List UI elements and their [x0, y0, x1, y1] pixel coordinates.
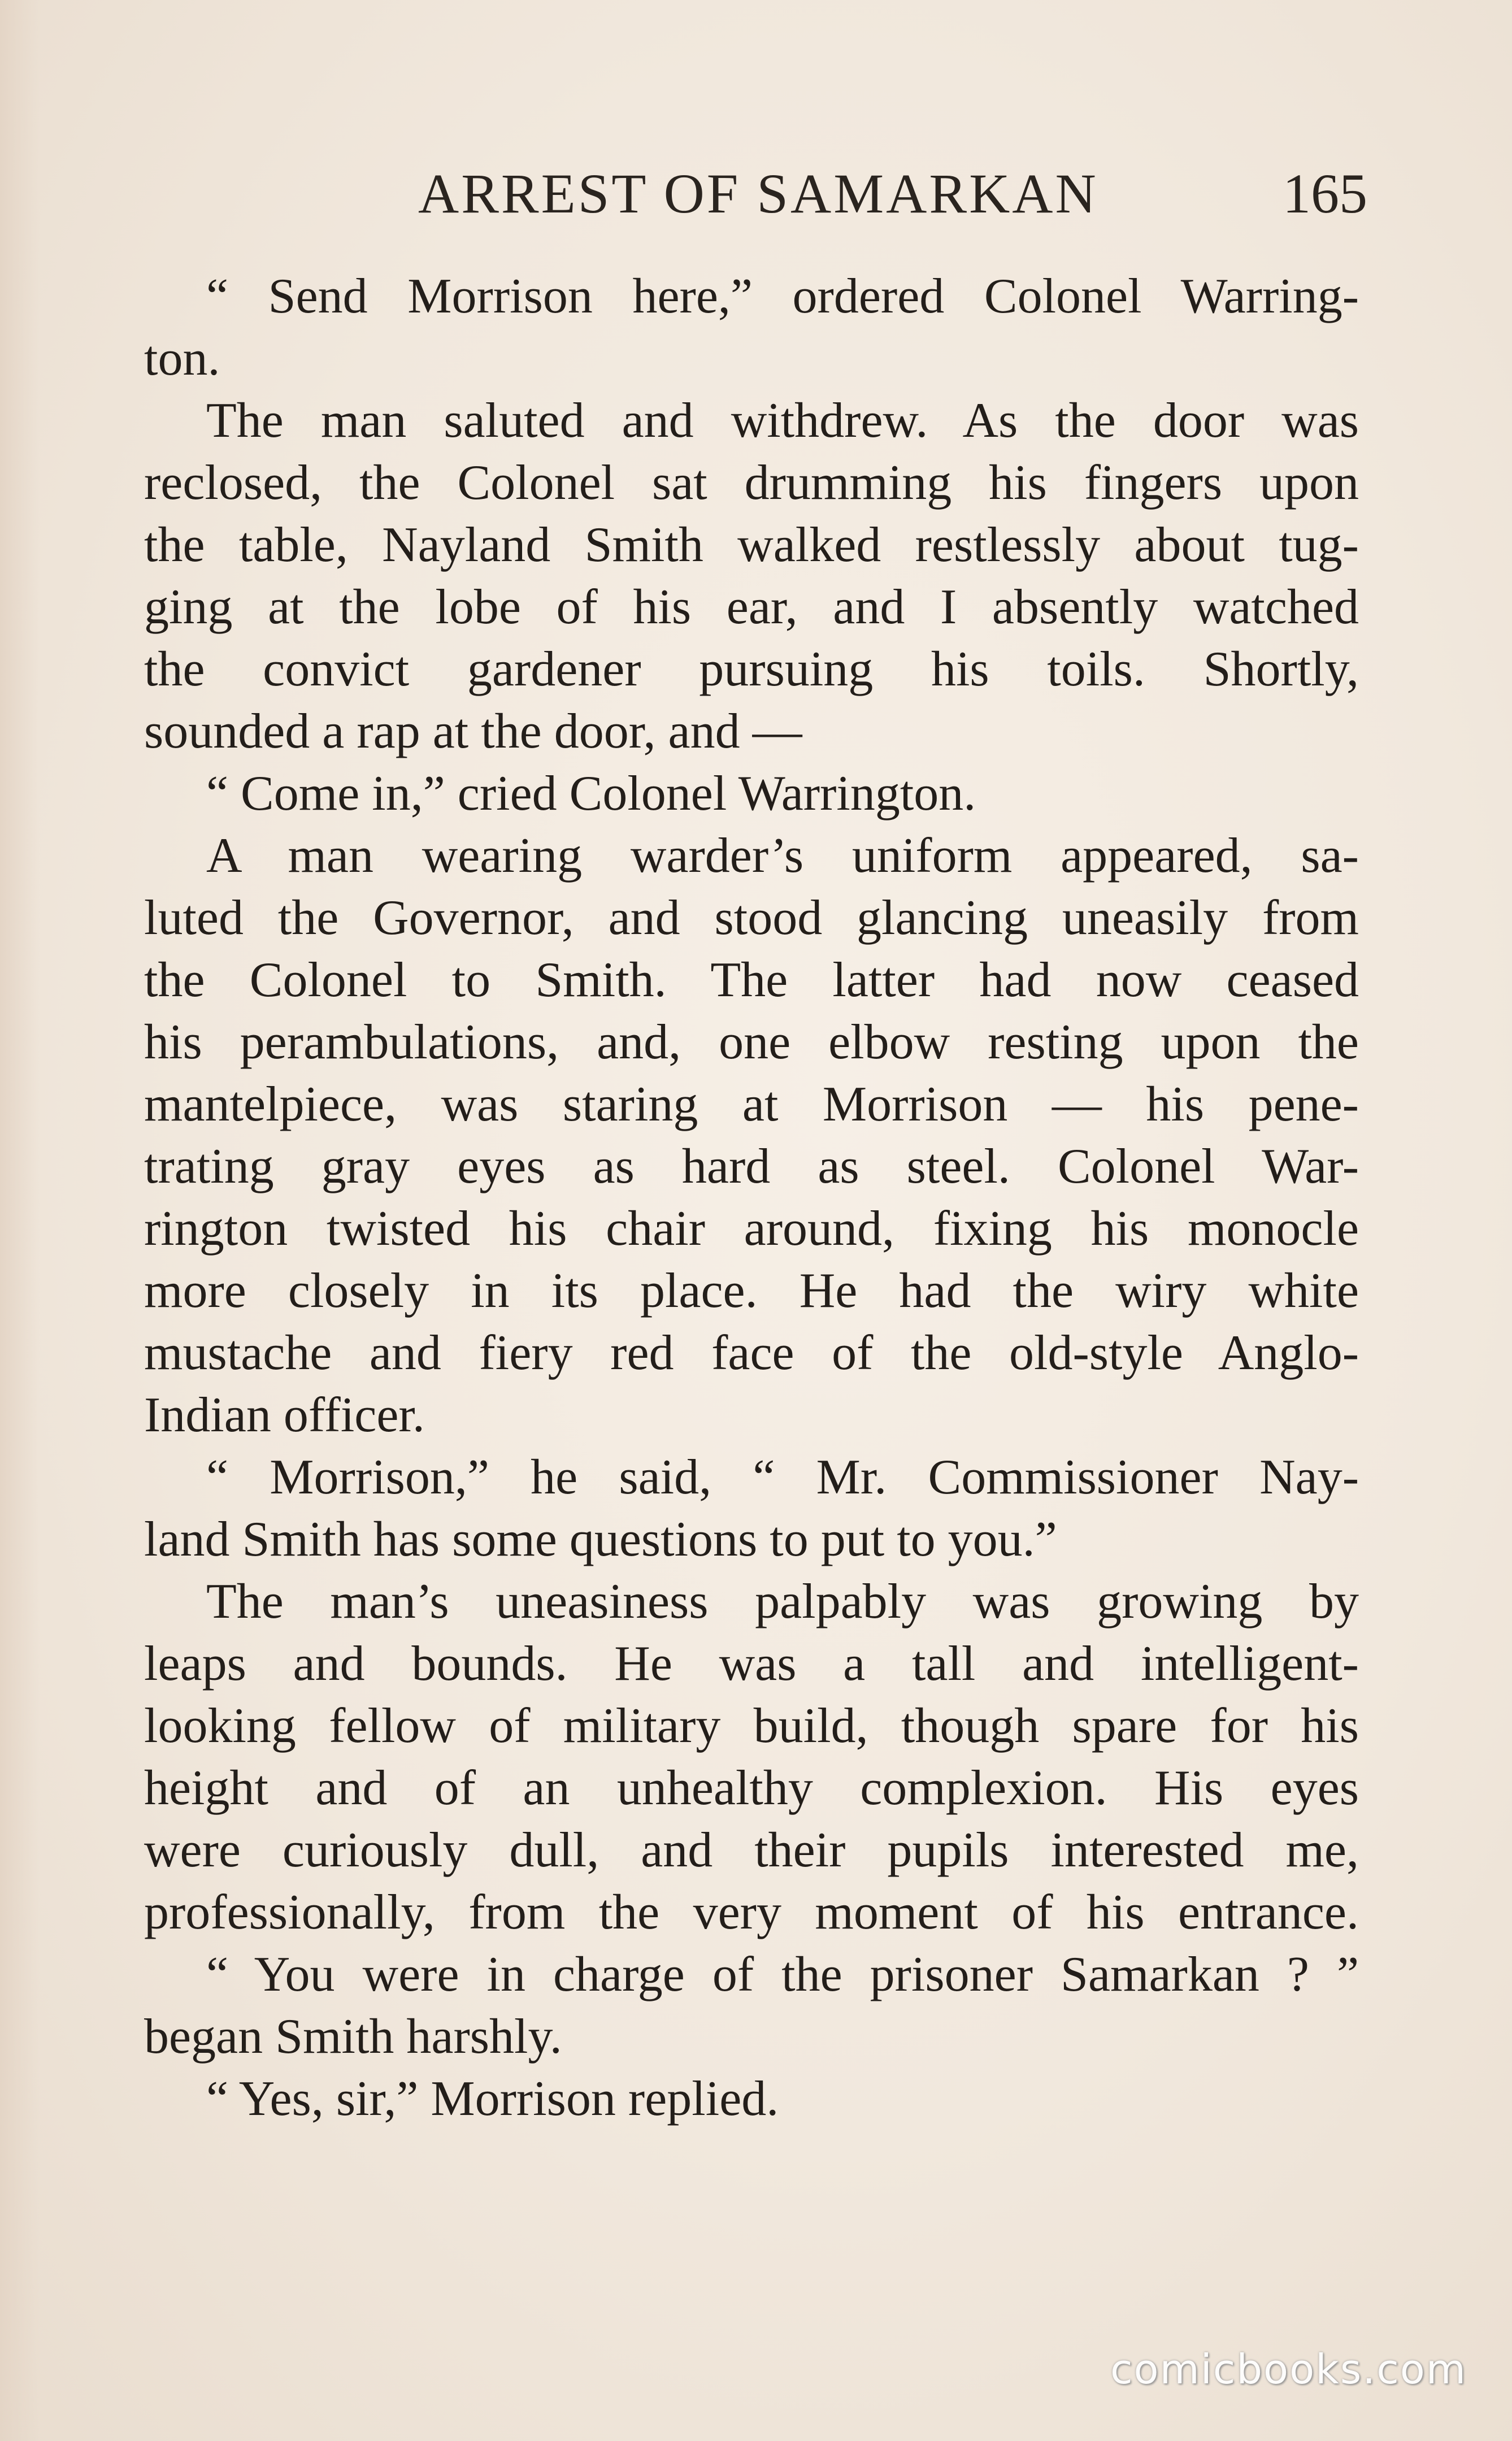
gutter-shadow — [0, 0, 40, 2441]
text-line: his perambulations, and, one elbow resting upon the — [144, 1015, 1359, 1070]
text-line: ton. — [144, 331, 220, 386]
text-line: the Colonel to Smith. The latter had now ceased — [144, 953, 1359, 1007]
text-line: professionally, from the very moment of his entrance. — [144, 1885, 1359, 1940]
text-line: began Smith harshly. — [144, 2009, 562, 2064]
text-line: leaps and bounds. He was a tall and intelligent- — [144, 1636, 1359, 1691]
text-line: the convict gardener pursuing his toils. Shortly, — [144, 642, 1359, 697]
text-line: rington twisted his chair around, fixing his monocle — [144, 1201, 1359, 1256]
text-line: “ Morrison,” he said, “ Mr. Commissioner Nay- — [206, 1450, 1359, 1505]
body-text — [144, 266, 1359, 2130]
text-line: were curiously dull, and their pupils interested me, — [144, 1823, 1359, 1878]
text-line: Indian officer. — [144, 1388, 425, 1443]
text-line: luted the Governor, and stood glancing uneasily from — [144, 891, 1359, 945]
text-line: ging at the lobe of his ear, and I absently watched — [144, 580, 1359, 635]
text-line: land Smith has some questions to put to you.” — [144, 1512, 1057, 1567]
text-line: more closely in its place. He had the wiry white — [144, 1263, 1359, 1318]
text-line: “ You were in charge of the prisoner Samarkan ? ” — [206, 1947, 1359, 2002]
text-line: reclosed, the Colonel sat drumming his fingers upon — [144, 455, 1359, 510]
text-line: “ Yes, sir,” Morrison replied. — [206, 2071, 779, 2126]
page-header — [164, 161, 1367, 246]
text-line: sounded a rap at the door, and — — [144, 704, 802, 759]
text-line: looking fellow of military build, though spare for his — [144, 1699, 1359, 1753]
text-line: the table, Nayland Smith walked restlessly about tug- — [144, 518, 1359, 572]
text-line: The man’s uneasiness palpably was growing by — [206, 1574, 1359, 1629]
page-number: 165 — [1283, 162, 1367, 225]
text-line: height and of an unhealthy complexion. His eyes — [144, 1761, 1359, 1815]
watermark: comicbooks.com — [1110, 2346, 1467, 2393]
text-line: mantelpiece, was staring at Morrison — his pene- — [144, 1077, 1359, 1132]
running-title: ARREST OF SAMARKAN — [418, 162, 1098, 225]
text-line: A man wearing warder’s uniform appeared, sa- — [206, 828, 1359, 883]
text-line: “ Send Morrison here,” ordered Colonel Warring- — [206, 269, 1359, 324]
text-line: The man saluted and withdrew. As the door was — [206, 393, 1359, 448]
text-line: trating gray eyes as hard as steel. Colonel War- — [144, 1139, 1359, 1194]
text-line: “ Come in,” cried Colonel Warrington. — [206, 766, 976, 821]
text-line: mustache and fiery red face of the old-style Anglo- — [144, 1326, 1359, 1380]
